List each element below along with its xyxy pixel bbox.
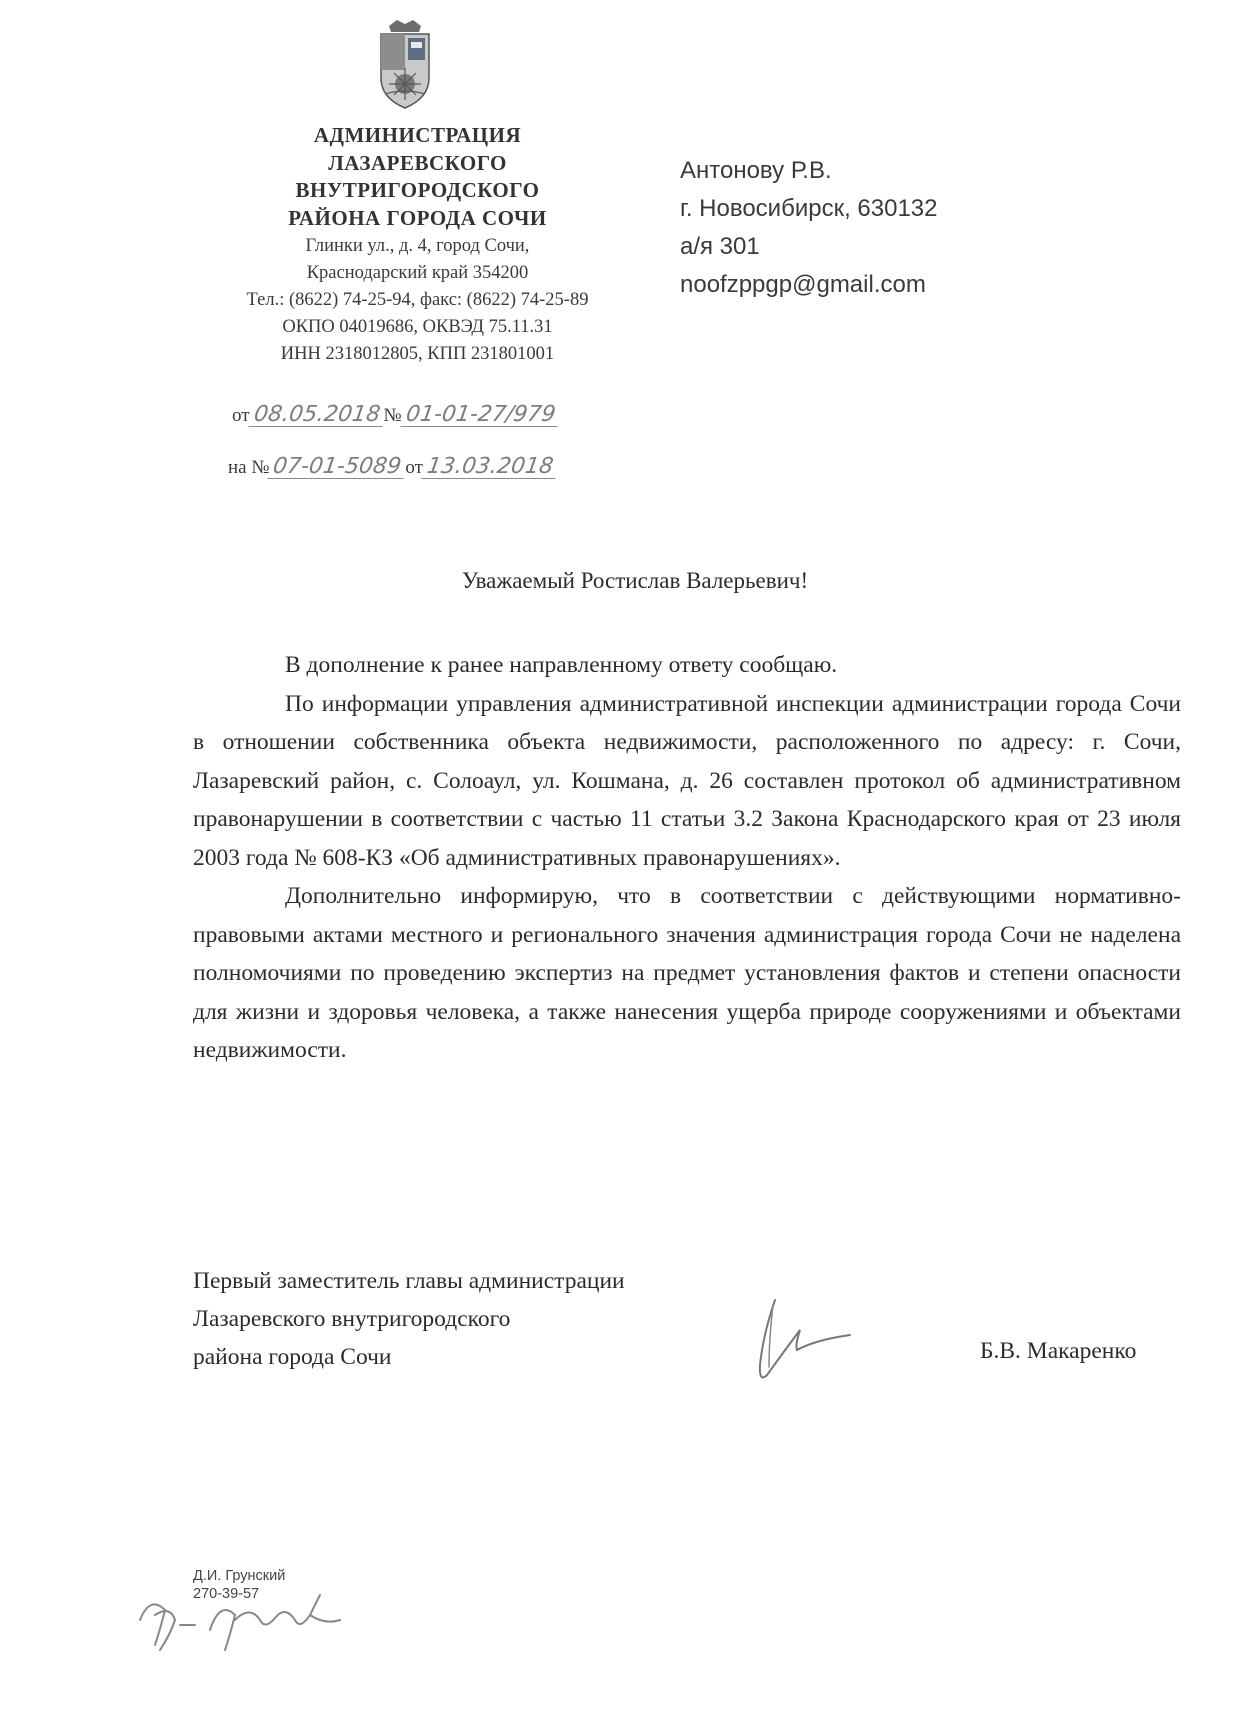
org-name-line: ВНУТРИГОРОДСКОГО	[295, 178, 540, 202]
org-address-line: Глинки ул., д. 4, город Сочи,	[305, 236, 530, 256]
recipient-po-box: а/я 301	[680, 233, 760, 260]
ref-from-label: от	[232, 405, 250, 426]
greeting-text: Уважаемый Ростислав Валерьевич!	[461, 568, 809, 593]
body-paragraph: В дополнение к ранее направленному ответу сообщаю.	[285, 652, 838, 678]
recipient-block	[680, 152, 938, 304]
ref-incoming-date: 13.03.2018	[421, 456, 558, 479]
signatory-title-line: Первый заместитель главы администрации	[193, 1268, 625, 1294]
initials-mark	[135, 1590, 350, 1660]
org-name-line: РАЙОНА ГОРОДА СОЧИ	[288, 205, 547, 230]
org-name-line: ЛАЗАРЕВСКОГО	[328, 150, 507, 175]
executor-phone: 270-39-57	[193, 1586, 260, 1602]
ref-number: 01-01-27/979	[400, 404, 560, 427]
sender-block	[195, 122, 640, 367]
signature-mark	[755, 1295, 885, 1390]
recipient-name: Антонову Р.В.	[680, 157, 832, 184]
body-paragraph: По информации управления административной инспекции администрации города Сочи в отношении собственника объекта недвижимости, расположенного по адресу: г. Сочи, Лазаревский район, с. Солоаул, ул. Кошмана, д. 26 составлен протокол об административном правонарушении в соответствии с частью 11 статьи 3.2 Закона Краснодарского края от 23 июля 2003 года № 608-КЗ «Об административных правонарушениях».	[193, 690, 1181, 871]
org-address-line: ИНН 2318012805, КПП 231801001	[280, 344, 555, 364]
signatory-title	[193, 1262, 625, 1376]
ref-incoming-number: 07-01-5089	[268, 456, 407, 479]
org-address-line: ОКПО 04019686, ОКВЭД 75.11.31	[282, 317, 553, 337]
outgoing-reference	[232, 404, 559, 427]
signatory-title-line: района города Сочи	[193, 1344, 392, 1370]
ref-on-label: на №	[228, 457, 270, 478]
org-name-line: АДМИНИСТРАЦИЯ	[313, 123, 522, 147]
incoming-reference	[228, 456, 557, 479]
org-address-line: Краснодарский край 354200	[306, 263, 529, 283]
sochi-coat-of-arms-icon	[375, 18, 435, 110]
ref-no-label: №	[383, 405, 402, 426]
body-paragraph: Дополнительно информирую, что в соответствии с действующими нормативно-правовыми актами местного и регионального значения администрация города Сочи не наделена полномочиями по проведению экспертиз на предмет установления фактов и степени опасности для жизни и здоровья человека, а также нанесения ущерба природе сооружениями и объектами недвижимости.	[193, 883, 1181, 1063]
signatory-name: Б.В. Макаренко	[980, 1338, 1137, 1364]
ref-incoming-from-label: от	[405, 457, 423, 478]
recipient-email: noofzppgp@gmail.com	[680, 271, 926, 298]
executor-name: Д.И. Грунский	[193, 1568, 286, 1584]
recipient-city: г. Новосибирск, 630132	[680, 195, 938, 222]
signatory-title-line: Лазаревского внутригородского	[193, 1306, 511, 1332]
ref-date: 08.05.2018	[248, 404, 385, 427]
org-address-line: Тел.: (8622) 74-25-94, факс: (8622) 74-25-89	[246, 290, 589, 310]
letter-body	[193, 646, 1181, 1070]
greeting	[0, 568, 1240, 594]
